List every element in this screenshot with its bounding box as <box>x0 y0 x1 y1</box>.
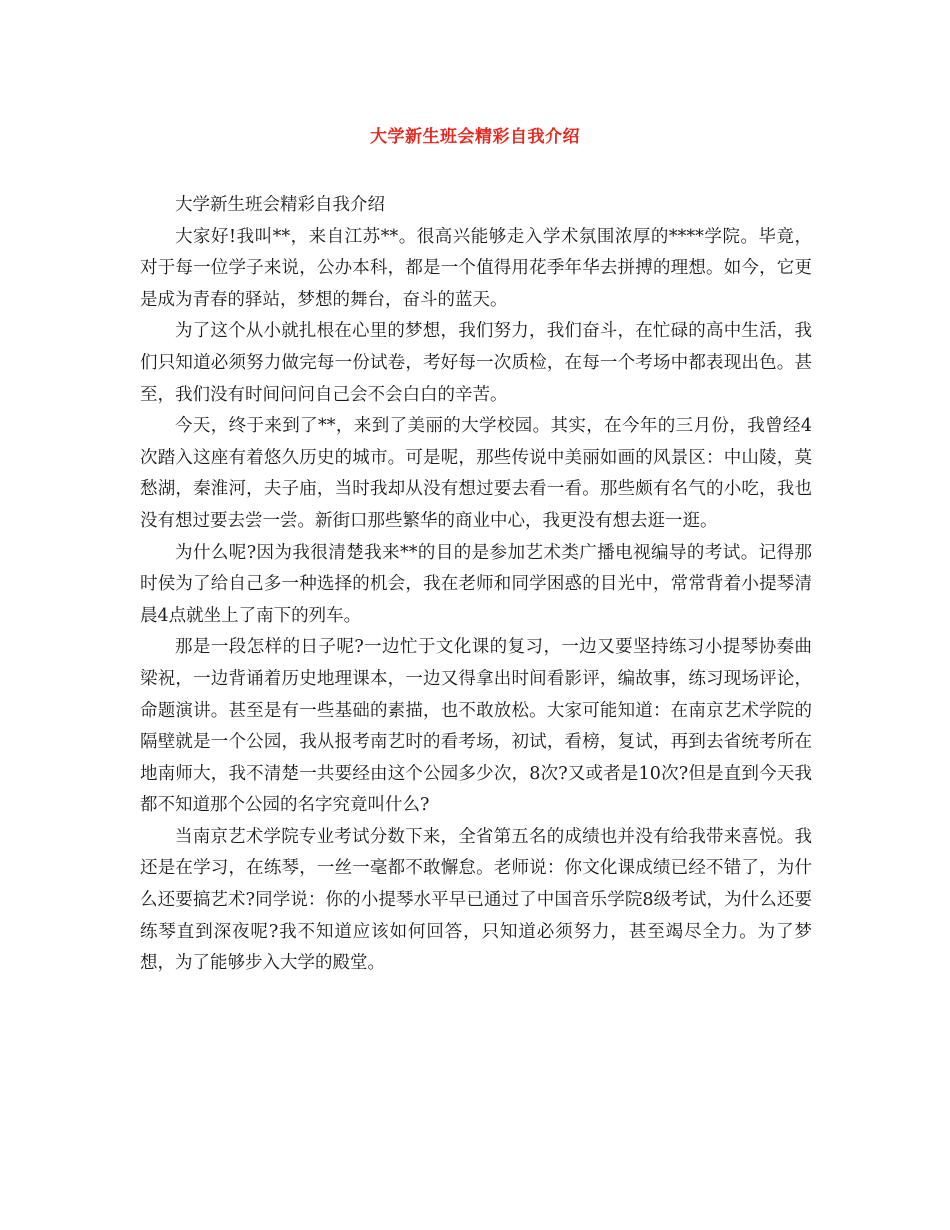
paragraph: 那是一段怎样的日子呢?一边忙于文化课的复习，一边又要坚持练习小提琴协奏曲梁祝，一边背诵着历史地理课本，一边又得拿出时间看影评，编故事，练习现场评论，命题演讲。甚至是有一些基础的素描，也不敢放松。大家可能知道：在南京艺术学院的隔壁就是一个公园，我从报考南艺时的看考场，初试，看榜，复试，再到去省统考所在地南师大，我不清楚一共要经由这个公园多少次，8次?又或者是10次?但是直到今天我都不知道那个公园的名字究竟叫什么? <box>140 637 812 816</box>
paragraph: 今天，终于来到了**，来到了美丽的大学校园。其实，在今年的三月份，我曾经4次踏入这座有着悠久历史的城市。可是呢，那些传说中美丽如画的风景区：中山陵，莫愁湖，秦淮河，夫子庙，当时我却从没有想过要去看一看。那些颇有名气的小吃，我也没有想过要去尝一尝。新街口那些繁华的商业中心，我更没有想去逛一逛。 <box>140 416 812 531</box>
paragraph: 大家好!我叫**，来自江苏**。很高兴能够走入学术氛围浓厚的****学院。毕竟，对于每一位学子来说，公办本科，都是一个值得用花季年华去拼搏的理想。如今，它更是成为青春的驿站，梦想的舞台，奋斗的蓝天。 <box>140 226 812 310</box>
document-title: 大学新生班会精彩自我介绍 <box>370 127 580 147</box>
document-body <box>140 190 812 980</box>
paragraph: 为什么呢?因为我很清楚我来**的目的是参加艺术类广播电视编导的考试。记得那时侯为了给自己多一种选择的机会，我在老师和同学困惑的目光中，常常背着小提琴清晨4点就坐上了南下的列车。 <box>140 542 812 626</box>
paragraph-heading: 大学新生班会精彩自我介绍 <box>175 195 385 215</box>
paragraph: 当南京艺术学院专业考试分数下来，全省第五名的成绩也并没有给我带来喜悦。我还是在学习，在练琴，一丝一毫都不敢懈怠。老师说：你文化课成绩已经不错了，为什么还要搞艺术?同学说：你的小提琴水平早已通过了中国音乐学院8级考试，为什么还要练琴直到深夜呢?我不知道应该如何回答，只知道必须努力，甚至竭尽全力。为了梦想，为了能够步入大学的殿堂。 <box>140 826 812 974</box>
paragraph: 为了这个从小就扎根在心里的梦想，我们努力，我们奋斗，在忙碌的高中生活，我们只知道必须努力做完每一份试卷，考好每一次质检，在每一个考场中都表现出色。甚至，我们没有时间问问自己会不会白白的辛苦。 <box>140 321 812 405</box>
